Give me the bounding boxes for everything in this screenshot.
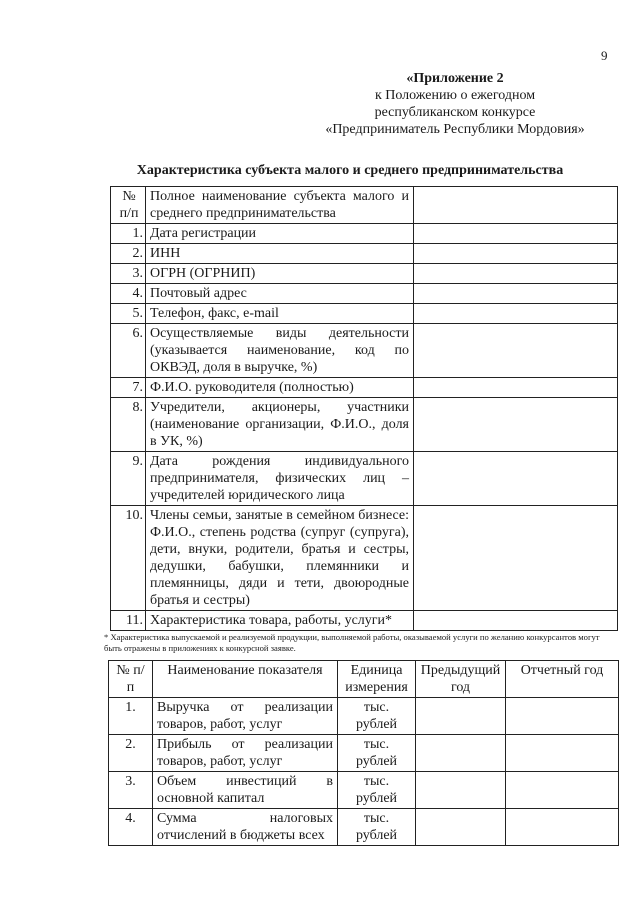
table-row (109, 698, 619, 735)
row-number: 3. (111, 264, 146, 284)
header-num: № п/п (109, 661, 153, 698)
row-description: ИНН (146, 244, 414, 264)
row-number: 7. (111, 378, 146, 398)
value-cell (414, 187, 618, 224)
previous-year-value (416, 772, 506, 809)
table-row (111, 284, 618, 304)
table-row (109, 772, 619, 809)
appendix-line-2: к Положению о ежегодном (374, 88, 536, 103)
footnote: * Характеристика выпускаемой и реализуемой продукции, выполняемой работы, оказываемой услуги по желанию конкурсантов могут быть отражены в приложениях к конкурсной заявке. (104, 632, 600, 653)
table-row (111, 224, 618, 244)
row-description: Учредители, акционеры, участники (наименование организации, Ф.И.О., доля в УК, %) (146, 398, 414, 452)
current-year-value (506, 809, 619, 846)
unit: тыс. рублей (338, 698, 416, 735)
value-cell (414, 264, 618, 284)
indicators-table (108, 660, 619, 846)
appendix-line-3: республиканском конкурсе (374, 105, 536, 120)
row-description: Телефон, факс, e-mail (146, 304, 414, 324)
page-number: 9 (601, 48, 608, 63)
indicator-name: Выручка от реализации товаров, работ, услуг (153, 698, 338, 735)
row-description: Осуществляемые виды деятельности (указывается наименование, код по ОКВЭД, доля в выручке, %) (146, 324, 414, 378)
unit: тыс. рублей (338, 809, 416, 846)
row-description: Дата рождения индивидуального предпринимателя, физических лиц – учредителей юридического лица (146, 452, 414, 506)
table-row (111, 611, 618, 631)
row-number: 4. (109, 809, 153, 846)
table-row (111, 378, 618, 398)
value-cell (414, 378, 618, 398)
row-number: 2. (111, 244, 146, 264)
table-row (111, 398, 618, 452)
characteristics-table (110, 186, 618, 631)
unit: тыс. рублей (338, 772, 416, 809)
current-year-value (506, 735, 619, 772)
table-row (111, 304, 618, 324)
row-description: ОГРН (ОГРНИП) (146, 264, 414, 284)
value-cell (414, 611, 618, 631)
indicator-name: Объем инвестиций в основной капитал (153, 772, 338, 809)
table-row (111, 264, 618, 284)
row-number: 6. (111, 324, 146, 378)
value-cell (414, 324, 618, 378)
appendix-title: «Приложение 2 (406, 71, 504, 86)
table-header-row (111, 187, 618, 224)
current-year-value (506, 772, 619, 809)
value-cell (414, 224, 618, 244)
header-num: № п/п (111, 187, 146, 224)
table-row (111, 506, 618, 611)
row-number: 5. (111, 304, 146, 324)
value-cell (414, 398, 618, 452)
row-number: 10. (111, 506, 146, 611)
previous-year-value (416, 809, 506, 846)
value-cell (414, 506, 618, 611)
table-row (111, 324, 618, 378)
value-cell (414, 244, 618, 264)
row-number: 1. (109, 698, 153, 735)
table-row (111, 244, 618, 264)
current-year-value (506, 698, 619, 735)
row-number: 2. (109, 735, 153, 772)
previous-year-value (416, 698, 506, 735)
row-number: 8. (111, 398, 146, 452)
unit: тыс. рублей (338, 735, 416, 772)
row-number: 11. (111, 611, 146, 631)
value-cell (414, 304, 618, 324)
header-previous-year: Предыдущий год (416, 661, 506, 698)
appendix-header (300, 70, 610, 138)
header-current-year: Отчетный год (506, 661, 619, 698)
row-description: Характеристика товара, работы, услуги* (146, 611, 414, 631)
row-description: Дата регистрации (146, 224, 414, 244)
value-cell (414, 452, 618, 506)
row-number: 4. (111, 284, 146, 304)
header-description: Полное наименование субъекта малого и среднего предпринимательства (146, 187, 414, 224)
row-description: Члены семьи, занятые в семейном бизнесе: Ф.И.О., степень родства (супруг (супруга), дети, внуки, родители, братья и сестры, дедушки, бабушки, племянники и племянницы, дяди и тети, двоюродные братья и сестры) (146, 506, 414, 611)
row-number: 9. (111, 452, 146, 506)
row-number: 1. (111, 224, 146, 244)
value-cell (414, 284, 618, 304)
appendix-line-4: «Предприниматель Республики Мордовия» (325, 122, 585, 137)
indicator-name: Прибыль от реализации товаров, работ, услуг (153, 735, 338, 772)
table-row (109, 809, 619, 846)
table-header-row (109, 661, 619, 698)
indicator-name: Сумма налоговых отчислений в бюджеты всех (153, 809, 338, 846)
row-description: Почтовый адрес (146, 284, 414, 304)
row-number: 3. (109, 772, 153, 809)
document-title: Характеристика субъекта малого и среднего предпринимательства (136, 163, 564, 178)
previous-year-value (416, 735, 506, 772)
table-row (109, 735, 619, 772)
header-unit: Единица измерения (338, 661, 416, 698)
header-indicator: Наименование показателя (153, 661, 338, 698)
table-row (111, 452, 618, 506)
row-description: Ф.И.О. руководителя (полностью) (146, 378, 414, 398)
